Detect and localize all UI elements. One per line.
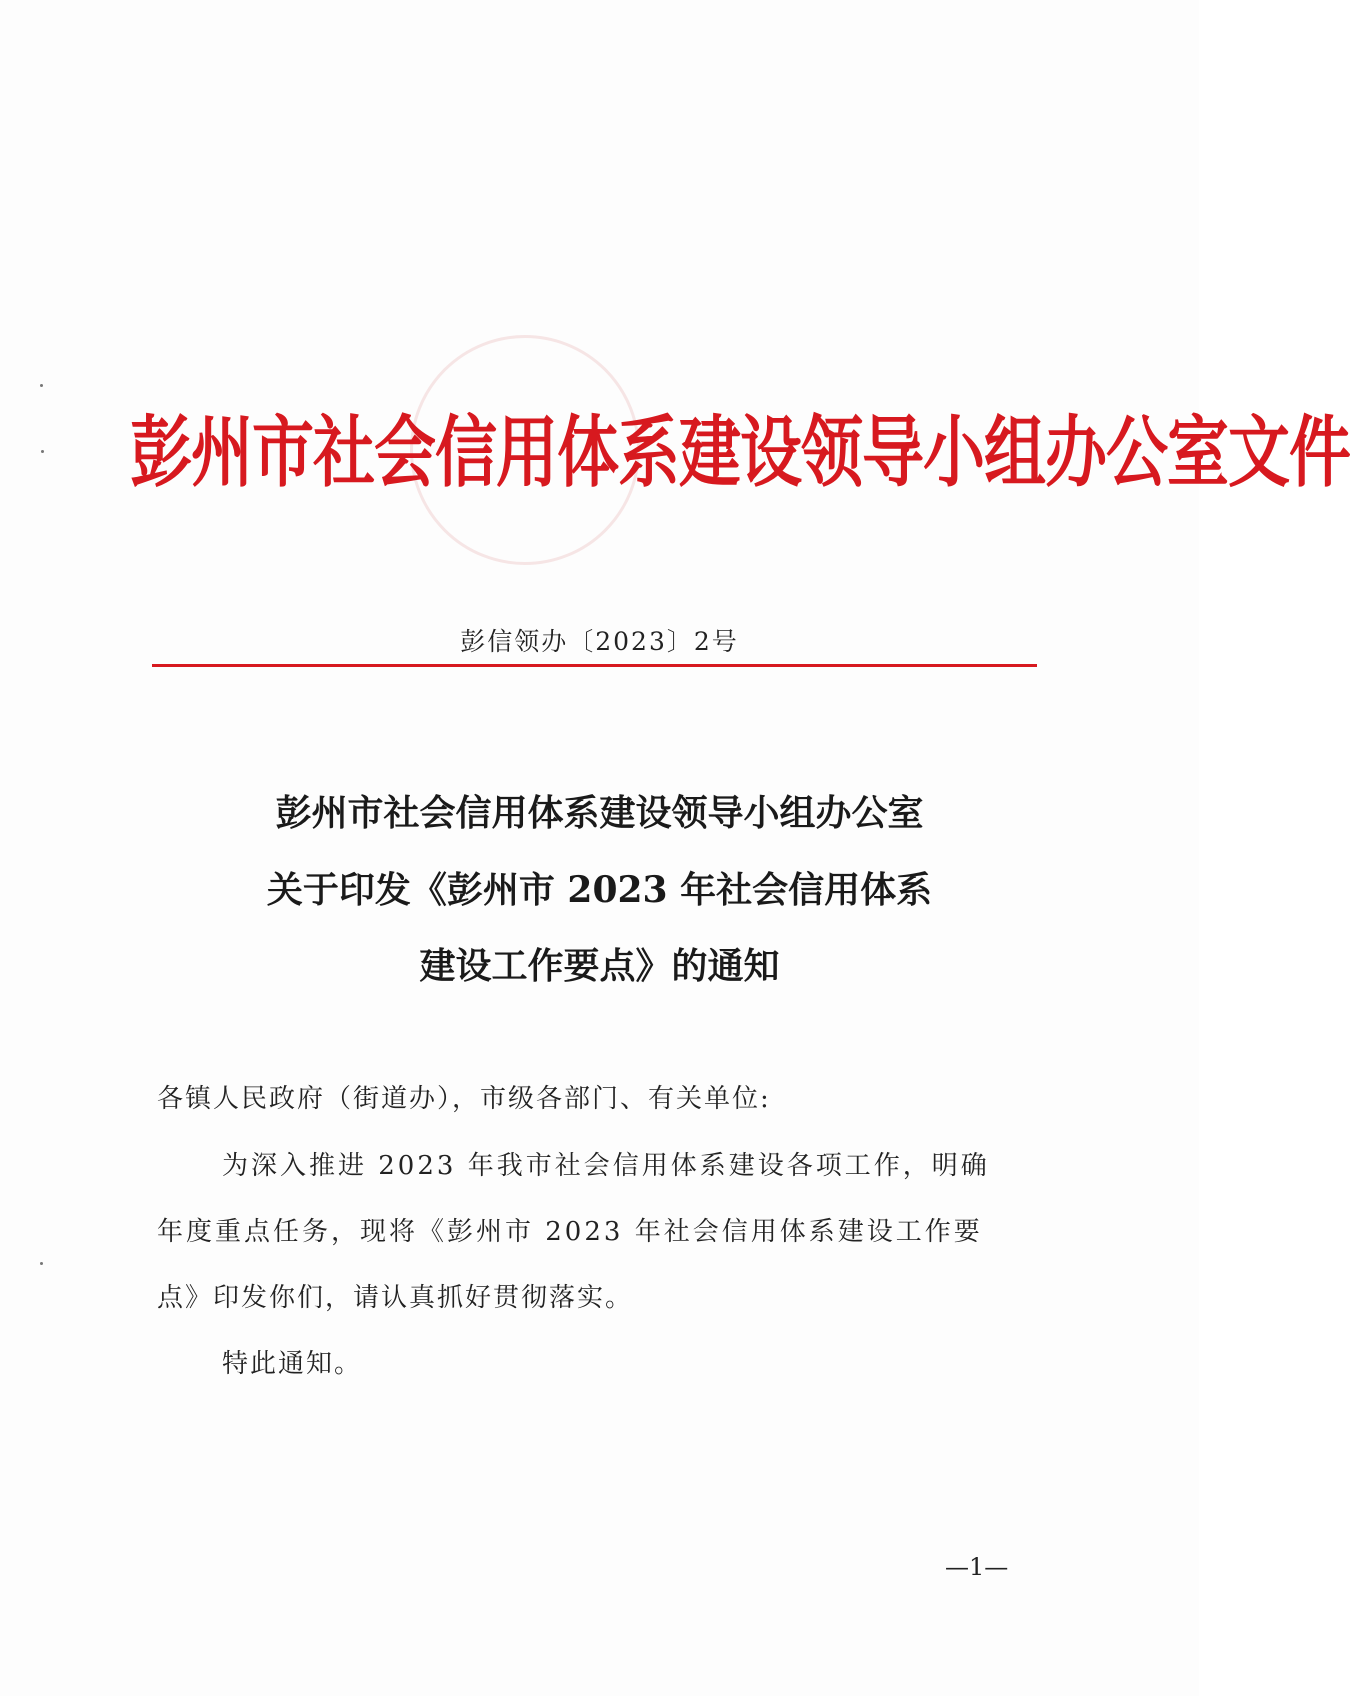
document-number: 彭信领办〔2023〕2号	[460, 627, 739, 656]
red-masthead-title: 彭州市社会信用体系建设领导小组办公室文件	[130, 406, 1350, 498]
salutation: 各镇人民政府（街道办），市级各部门、有关单位:	[157, 1084, 771, 1114]
scan-speck	[40, 384, 43, 387]
body-paragraph-line-1: 为深入推进 2023 年我市社会信用体系建设各项工作，明确	[222, 1151, 990, 1181]
red-divider-line	[152, 664, 1037, 667]
notice-title-line-2: 关于印发《彭州市 2023 年社会信用体系	[266, 869, 933, 911]
closing-remark: 特此通知。	[222, 1349, 363, 1379]
body-paragraph-line-2: 年度重点任务，现将《彭州市 2023 年社会信用体系建设工作要	[157, 1217, 983, 1247]
scan-speck	[41, 450, 44, 453]
page-number: —1—	[945, 1553, 1009, 1581]
notice-title-line-3: 建设工作要点》的通知	[419, 945, 780, 987]
notice-title-line-1: 彭州市社会信用体系建设领导小组办公室	[275, 792, 924, 834]
body-paragraph-line-3: 点》印发你们，请认真抓好贯彻落实。	[157, 1283, 634, 1313]
scan-speck	[40, 1262, 43, 1265]
